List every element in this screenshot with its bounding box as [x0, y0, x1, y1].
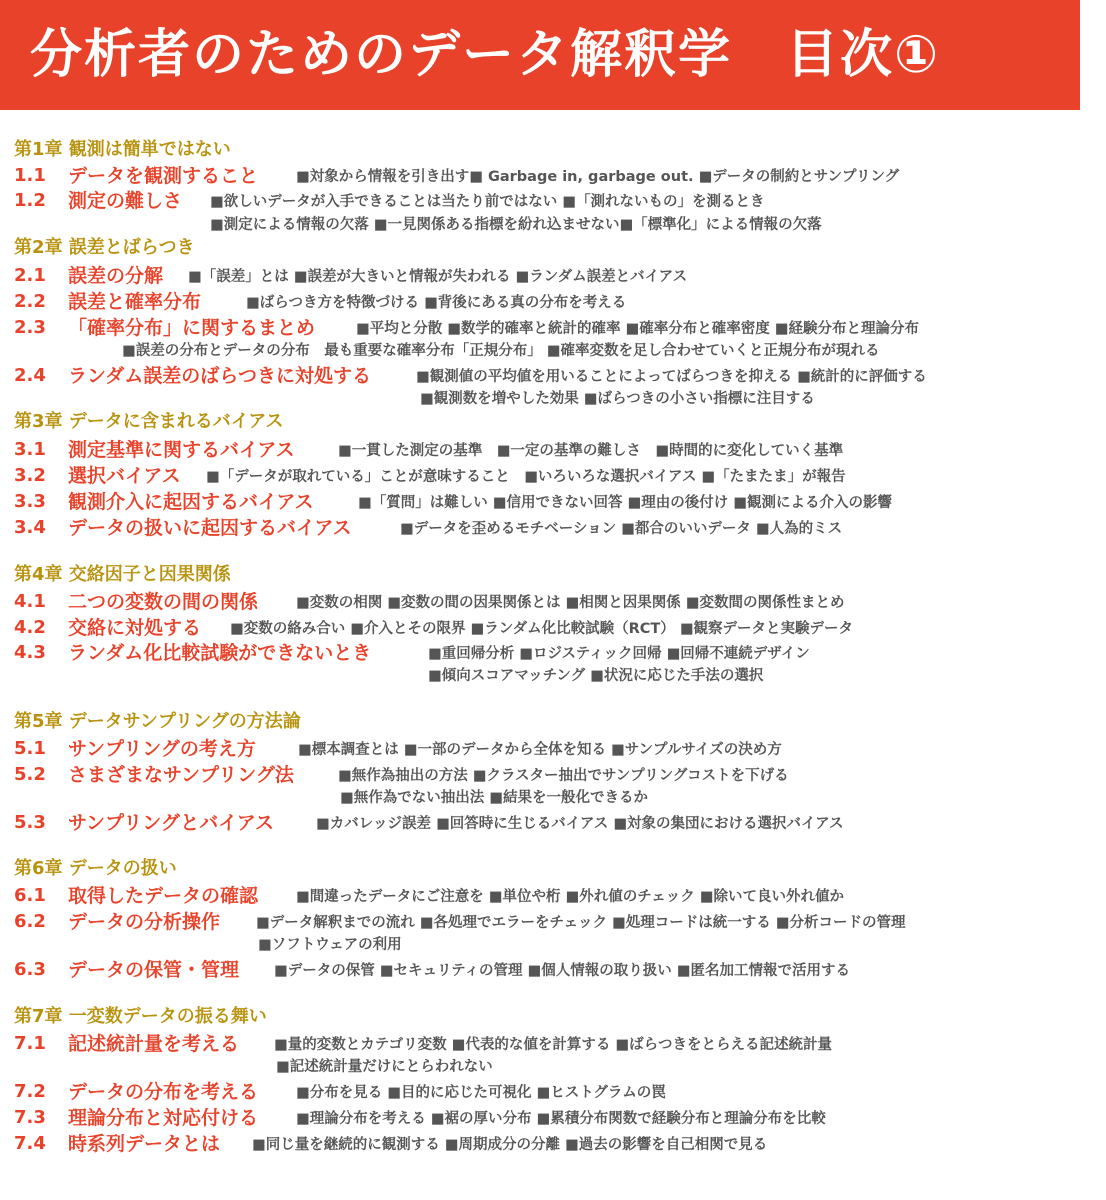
section-number: 7.1 — [14, 1033, 46, 1054]
chapter-5-heading: 第5章 データサンプリングの方法論 — [14, 711, 301, 732]
section-number: 7.4 — [14, 1133, 46, 1154]
section-title: データの保管・管理 — [68, 959, 240, 981]
section-number: 1.2 — [14, 190, 46, 211]
section-topics: ■傾向スコアマッチング ■状況に応じた手法の選択 — [428, 668, 764, 684]
section-topics: ■重回帰分析 ■ロジスティック回帰 ■回帰不連続デザイン — [428, 646, 810, 662]
section-topics: ■一貫した測定の基準 ■一定の基準の難しさ ■時間的に変化していく基準 — [338, 443, 844, 459]
section-topics: ■観測値の平均値を用いることによってばらつきを抑える ■統計的に評価する — [416, 369, 927, 385]
section-topics: ■記述統計量だけにとらわれない — [276, 1059, 493, 1075]
section-topics: ■無作為でない抽出法 ■結果を一般化できるか — [340, 790, 648, 806]
section-number: 5.1 — [14, 738, 46, 759]
section-topics: ■ソフトウェアの利用 — [258, 937, 402, 953]
section-number: 6.2 — [14, 911, 46, 932]
page-title: 分析者のためのデータ解釈学 目次① — [30, 25, 941, 85]
section-topics: ■データ解釈までの流れ ■各処理でエラーをチェック ■処理コードは統一する ■分析コードの管理 — [256, 915, 906, 931]
section-number: 7.3 — [14, 1107, 46, 1128]
section-topics: ■カバレッジ誤差 ■回答時に生じるバイアス ■対象の集団における選択バイアス — [316, 816, 844, 832]
section-topics: ■「質問」は難しい ■信用できない回答 ■理由の後付け ■観測による介入の影響 — [358, 495, 892, 511]
section-number: 5.2 — [14, 764, 46, 785]
section-title: さまざまなサンプリング法 — [68, 764, 294, 786]
chapter-2-heading: 第2章 誤差とばらつき — [14, 237, 195, 258]
section-title: 交絡に対処する — [68, 617, 202, 639]
section-title: ランダム化比較試験ができないとき — [68, 642, 372, 664]
section-topics: ■変数の絡み合い ■介入とその限界 ■ランダム化比較試験（RCT） ■観察データと実験データ — [230, 621, 854, 637]
chapter-6-heading: 第6章 データの扱い — [14, 858, 177, 879]
chapter-7-heading: 第7章 一変数データの振る舞い — [14, 1006, 267, 1027]
section-topics: ■測定による情報の欠落 ■一見関係ある指標を紛れ込ませない■「標準化」による情報の欠落 — [210, 217, 822, 233]
section-number: 2.3 — [14, 317, 46, 338]
section-number: 3.3 — [14, 491, 46, 512]
chapter-3-heading: 第3章 データに含まれるバイアス — [14, 411, 284, 432]
section-topics: ■平均と分散 ■数学的確率と統計的確率 ■確率分布と確率密度 ■経験分布と理論分布 — [356, 321, 919, 337]
section-topics: ■観測数を増やした効果 ■ばらつきの小さい指標に注目する — [420, 391, 815, 407]
section-number: 3.4 — [14, 517, 46, 538]
section-title: 測定の難しさ — [68, 190, 183, 212]
section-topics: ■無作為抽出の方法 ■クラスター抽出でサンプリングコストを下げる — [338, 768, 789, 784]
section-title: 二つの変数の間の関係 — [68, 591, 259, 613]
chapter-1-heading: 第1章 観測は簡単ではない — [14, 139, 231, 160]
section-topics: ■対象から情報を引き出す■ Garbage in, garbage out. ■データの制約とサンプリング — [296, 169, 900, 185]
section-topics: ■理論分布を考える ■裾の厚い分布 ■累積分布関数で経験分布と理論分布を比較 — [296, 1111, 826, 1127]
section-number: 2.1 — [14, 265, 46, 286]
section-topics: ■データを歪めるモチベーション ■都合のいいデータ ■人為的ミス — [400, 521, 843, 537]
section-number: 2.2 — [14, 291, 46, 312]
section-number: 6.1 — [14, 885, 46, 906]
section-topics: ■誤差の分布とデータの分布 最も重要な確率分布「正規分布」 ■確率変数を足し合わせていくと正規分布が現れる — [122, 343, 880, 359]
section-title: 取得したデータの確認 — [68, 885, 259, 907]
section-title: 記述統計量を考える — [68, 1033, 240, 1055]
section-title: データの分布を考える — [68, 1081, 259, 1103]
section-topics: ■「データが取れている」ことが意味すること ■いろいろな選択バイアス ■「たまたま」が報告 — [206, 469, 846, 485]
section-number: 3.2 — [14, 465, 46, 486]
section-topics: ■量的変数とカテゴリ変数 ■代表的な値を計算する ■ばらつきをとらえる記述統計量 — [274, 1037, 832, 1053]
section-number: 5.3 — [14, 812, 46, 833]
section-title: サンプリングとバイアス — [68, 812, 274, 834]
section-title: データの扱いに起因するバイアス — [68, 517, 352, 539]
chapter-4-heading: 第4章 交絡因子と因果関係 — [14, 564, 231, 585]
section-title: データを観測すること — [68, 165, 259, 187]
section-number: 4.2 — [14, 617, 46, 638]
section-number: 3.1 — [14, 439, 46, 460]
section-number: 6.3 — [14, 959, 46, 980]
section-number: 4.1 — [14, 591, 46, 612]
section-topics: ■欲しいデータが入手できることは当たり前ではない ■「測れないもの」を測るとき — [210, 194, 765, 210]
section-title: 観測介入に起因するバイアス — [68, 491, 314, 513]
section-topics: ■変数の相関 ■変数の間の因果関係とは ■相関と因果関係 ■変数間の関係性まとめ — [296, 595, 845, 611]
section-title: サンプリングの考え方 — [68, 738, 256, 760]
section-topics: ■分布を見る ■目的に応じた可視化 ■ヒストグラムの罠 — [296, 1085, 666, 1101]
section-title: 「確率分布」に関するまとめ — [68, 317, 316, 339]
section-number: 1.1 — [14, 165, 46, 186]
section-title: 選択バイアス — [68, 465, 181, 487]
section-topics: ■ばらつき方を特徴づける ■背後にある真の分布を考える — [246, 295, 627, 311]
section-topics: ■標本調査とは ■一部のデータから全体を知る ■サンプルサイズの決め方 — [298, 742, 782, 758]
section-title: 理論分布と対応付ける — [68, 1107, 259, 1129]
section-topics: ■間違ったデータにご注意を ■単位や桁 ■外れ値のチェック ■除いて良い外れ値か — [296, 889, 845, 905]
section-number: 7.2 — [14, 1081, 46, 1102]
section-title: 誤差の分解 — [68, 265, 164, 287]
section-title: 時系列データとは — [68, 1133, 221, 1155]
section-number: 4.3 — [14, 642, 46, 663]
section-title: データの分析操作 — [68, 911, 221, 933]
section-title: 測定基準に関するバイアス — [68, 439, 295, 461]
section-topics: ■データの保管 ■セキュリティの管理 ■個人情報の取り扱い ■匿名加工情報で活用する — [274, 963, 850, 979]
section-number: 2.4 — [14, 365, 46, 386]
section-title: 誤差と確率分布 — [68, 291, 202, 313]
section-topics: ■「誤差」とは ■誤差が大きいと情報が失われる ■ランダム誤差とバイアス — [188, 269, 688, 285]
section-title: ランダム誤差のばらつきに対処する — [68, 365, 372, 387]
section-topics: ■同じ量を継続的に観測する ■周期成分の分離 ■過去の影響を自己相関で見る — [252, 1137, 768, 1153]
